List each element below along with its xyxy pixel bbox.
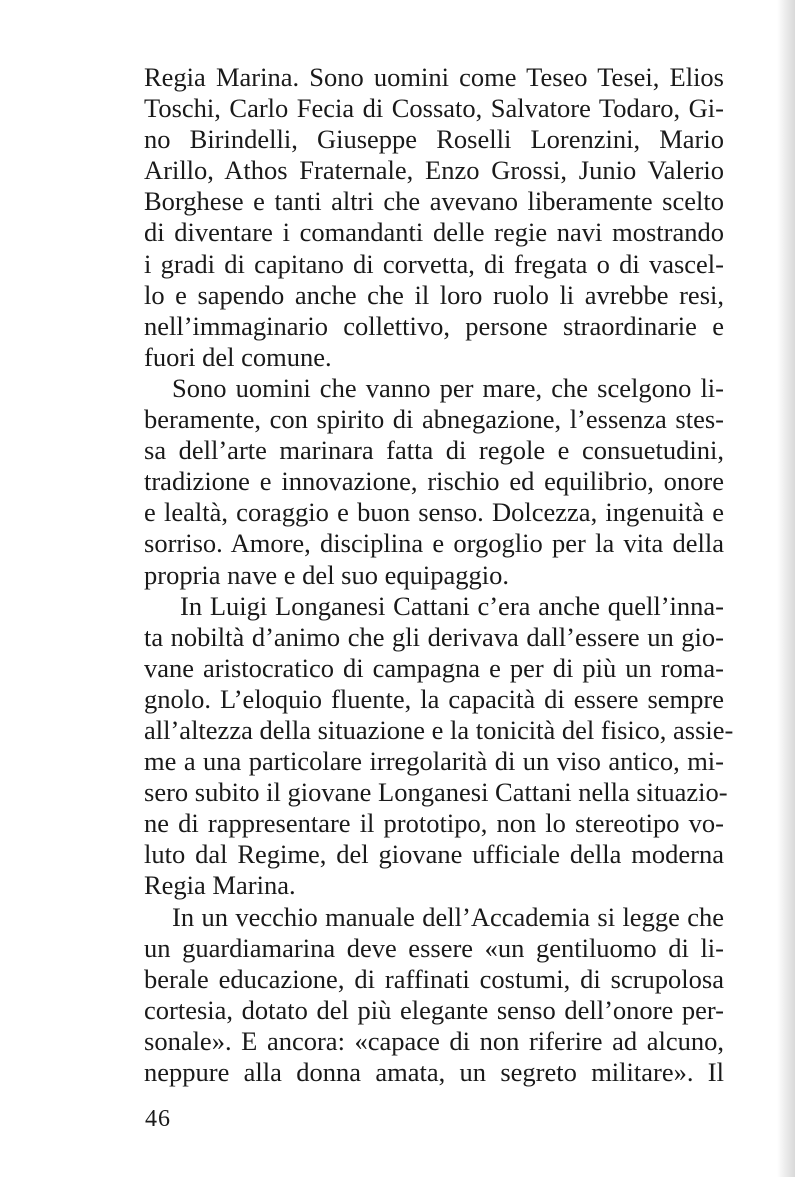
text-line: berale educazione, di raffinati costumi, di scrupolosa	[144, 963, 724, 994]
text-line: tradizione e innovazione, rischio ed equilibrio, onore	[144, 466, 724, 497]
text-line: di diventare i comandanti delle regie navi mostrando	[144, 217, 724, 248]
text-line: propria nave e del suo equipaggio.	[144, 559, 509, 590]
text-line: ne di rappresentare il prototipo, non lo stereotipo vo-	[144, 808, 724, 839]
text-line: Regia Marina.	[144, 870, 296, 901]
text-line: vane aristocratico di campagna e per di più un roma-	[144, 652, 724, 683]
paragraph-4	[144, 902, 724, 1089]
text-line: Sono uomini che vanno per mare, che scelgono li-	[172, 372, 724, 403]
text-line: e lealtà, coraggio e buon senso. Dolcezza, ingenuità e	[144, 497, 724, 528]
paragraph-1	[144, 62, 724, 373]
text-line: Toschi, Carlo Fecia di Cossato, Salvatore Todaro, Gi-	[144, 93, 724, 124]
page-number: 46	[145, 1106, 171, 1132]
text-line: sonale». E ancora: «capace di non riferire ad alcuno,	[144, 1025, 724, 1056]
text-line: un guardiamarina deve essere «un gentiluomo di li-	[144, 932, 724, 963]
text-line: neppure alla donna amata, un segreto militare». Il	[144, 1057, 724, 1087]
text-line: nell’immaginario collettivo, persone straordinarie e	[144, 310, 724, 341]
text-line: Regia Marina. Sono uomini come Teseo Tesei, Elios	[144, 62, 724, 92]
text-line: luto dal Regime, del giovane ufficiale della moderna	[144, 839, 724, 870]
text-line: no Birindelli, Giuseppe Roselli Lorenzini, Mario	[144, 124, 724, 155]
text-line: beramente, con spirito di abnegazione, l’essenza stes-	[144, 404, 724, 435]
text-line: sero subito il giovane Longanesi Cattani nella situazio-	[144, 777, 728, 808]
text-line: me a una particolare irregolarità di un viso antico, mi-	[144, 746, 724, 777]
page-body-text	[144, 62, 734, 1088]
text-line: i gradi di capitano di corvetta, di fregata o di vascel-	[144, 248, 724, 279]
text-line: sorriso. Amore, disciplina e orgoglio per la vita della	[144, 528, 724, 559]
text-line: In un vecchio manuale dell’Accademia si legge che	[172, 901, 724, 932]
text-line: In Luigi Longanesi Cattani c’era anche quell’inna-	[180, 590, 724, 621]
text-line: gnolo. L’eloquio fluente, la capacità di essere sempre	[144, 683, 724, 714]
text-line: cortesia, dotato del più elegante senso dell’onore per-	[144, 994, 724, 1025]
text-line: ta nobiltà d’animo che gli derivava dall’essere un gio-	[144, 621, 724, 652]
text-line: sa dell’arte marinara fatta di regole e consuetudini,	[144, 435, 724, 466]
text-line: lo e sapendo anche che il loro ruolo li avrebbe resi,	[144, 279, 724, 310]
text-line: Borghese e tanti altri che avevano liberamente scelto	[144, 186, 724, 217]
paragraph-3	[144, 590, 734, 902]
paragraph-2	[144, 373, 724, 591]
text-line: Arillo, Athos Fraternale, Enzo Grossi, Junio Valerio	[144, 155, 724, 186]
text-line: all’altezza della situazione e la tonicità del fisico, assie-	[144, 714, 734, 745]
page-gutter-shadow	[777, 0, 795, 1177]
text-line: fuori del comune.	[144, 341, 332, 372]
